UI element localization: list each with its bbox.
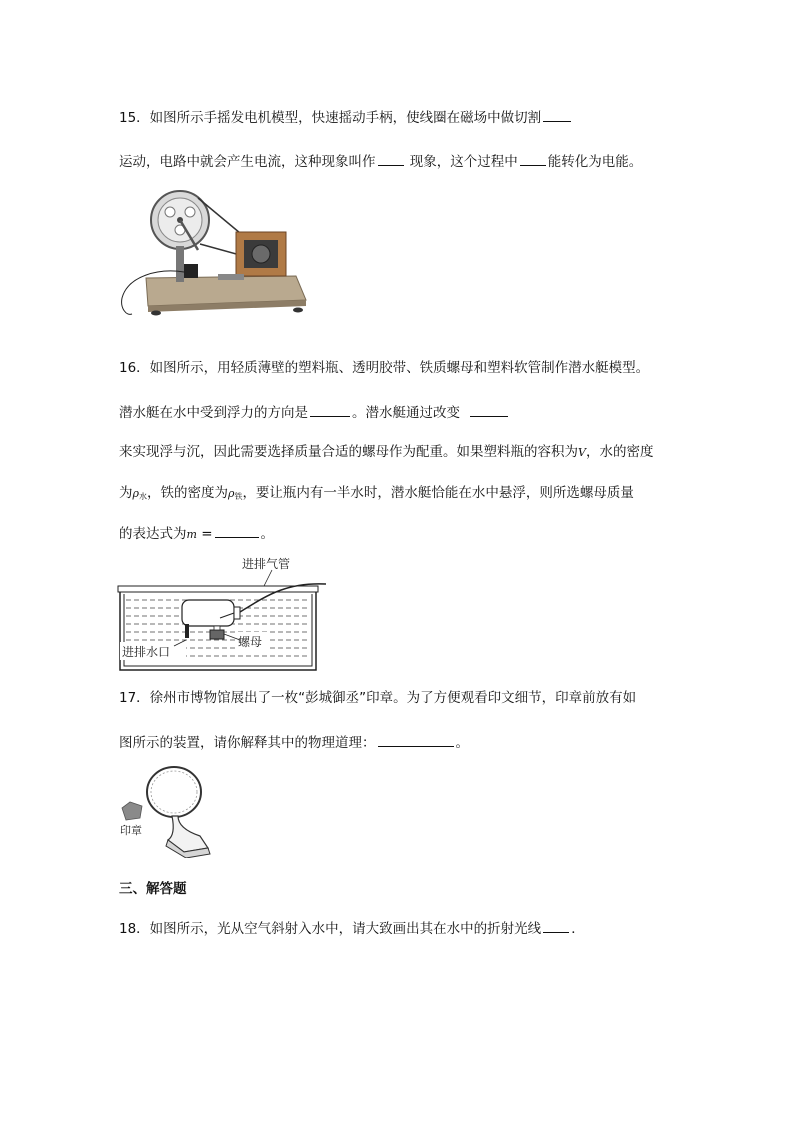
magnifier-seal-figure [116, 764, 220, 858]
q15-blank-2[interactable] [378, 152, 404, 166]
tube-leader [264, 570, 272, 586]
q16-rho-water: ρ [132, 487, 139, 500]
seal-shape [122, 802, 142, 820]
q16-var-v: V [578, 446, 586, 459]
generator-foot [151, 311, 161, 316]
q15-blank-3[interactable] [520, 152, 546, 166]
q18-line1 [119, 919, 585, 938]
q16-blank-2[interactable] [470, 403, 508, 417]
q15-text-2c: 能转化为电能。 [547, 154, 643, 170]
generator-terminal [184, 264, 198, 278]
q16-line5 [119, 524, 274, 544]
q16-blank-1[interactable] [310, 403, 350, 417]
q17-line2 [119, 733, 469, 752]
q17-text-2b: 。 [455, 735, 469, 751]
q16-text-3a: 来实现浮与沉，因此需要选择质量合适的螺母作为配重。如果塑料瓶的容积为 [119, 444, 578, 460]
q16-sub-water: 水 [138, 492, 147, 501]
q17-blank-1[interactable] [378, 733, 454, 747]
nut-clamp [214, 626, 220, 630]
bottle-cap [234, 607, 240, 619]
generator-wheel-hole [185, 207, 195, 217]
q15-blank-1[interactable] [543, 108, 571, 122]
q16-text-3b: ，水的密度 [585, 444, 654, 460]
q16-var-m: m [186, 528, 197, 541]
q16-text-1: 16．如图所示，用轻质薄壁的塑料瓶、透明胶带、铁质螺母和塑料软管制作潜水艇模型。 [119, 360, 650, 376]
fig-nut-label: 螺母 [238, 635, 263, 649]
q16-line3 [119, 443, 653, 462]
q18-text-1a: 18．如图所示，光从空气斜射入水中，请大致画出其在水中的折射光线 [119, 921, 542, 937]
generator-rotor [252, 245, 270, 263]
q15-line2 [119, 152, 642, 171]
q16-rho-iron: ρ [227, 487, 235, 500]
magnifier-lens [147, 767, 201, 817]
plastic-bottle [182, 600, 234, 626]
fig-inlet-label: 进排水口 [122, 645, 171, 659]
q17-line1 [119, 689, 636, 707]
q15-text-1: 15．如图所示手摇发电机模型，快速摇动手柄，使线圈在磁场中做切割 [119, 110, 542, 126]
fig-tube-label: 进排气管 [242, 557, 291, 571]
q16-text-4c: ，要让瓶内有一半水时，潜水艇恰能在水中悬浮，则所选螺母质量 [242, 485, 634, 501]
q16-text-2b: 。潜水艇通过改变 [352, 405, 465, 421]
q16-line1 [119, 359, 649, 377]
q18-blank-1[interactable] [543, 919, 569, 933]
q15-text-2a: 运动，电路中就会产生电流，这种现象叫作 [119, 154, 376, 170]
q17-text-1: 17．徐州市博物馆展出了一枚“彭城御丞”印章。为了方便观看印文细节，印章前放有如 [119, 690, 637, 706]
generator-bracket [218, 274, 244, 280]
q17-text-2a: 图所示的装置，请你解释其中的物理道理： [119, 735, 376, 751]
q16-line2 [119, 403, 510, 422]
section3-title-text: 三、解答题 [119, 881, 187, 897]
q16-text-4a: 为 [119, 485, 133, 501]
nut-weight [210, 630, 224, 639]
hand-crank-generator-figure [118, 188, 318, 320]
q16-sub-iron: 铁 [234, 492, 243, 501]
submarine-model-figure [116, 554, 326, 672]
q16-text-4b: ，铁的密度为 [146, 485, 228, 501]
q16-text-5c: 。 [260, 526, 275, 542]
generator-support [176, 246, 184, 282]
q16-text-2a: 潜水艇在水中受到浮力的方向是 [119, 405, 308, 421]
q16-text-5b: = [196, 526, 213, 542]
q16-text-5a: 的表达式为 [119, 526, 187, 542]
q15-text-2b: 现象，这个过程中 [405, 154, 518, 170]
section3-title [119, 880, 187, 898]
fig-seal-label: 印章 [120, 824, 142, 837]
q16-blank-3[interactable] [215, 524, 259, 538]
generator-foot [293, 308, 303, 313]
q18-text-1b: ． [571, 921, 585, 937]
q16-line4 [119, 484, 634, 506]
generator-wheel-hole [165, 207, 175, 217]
tank-rim [118, 586, 318, 592]
water-inlet [185, 624, 189, 638]
q15-line1 [119, 108, 573, 127]
